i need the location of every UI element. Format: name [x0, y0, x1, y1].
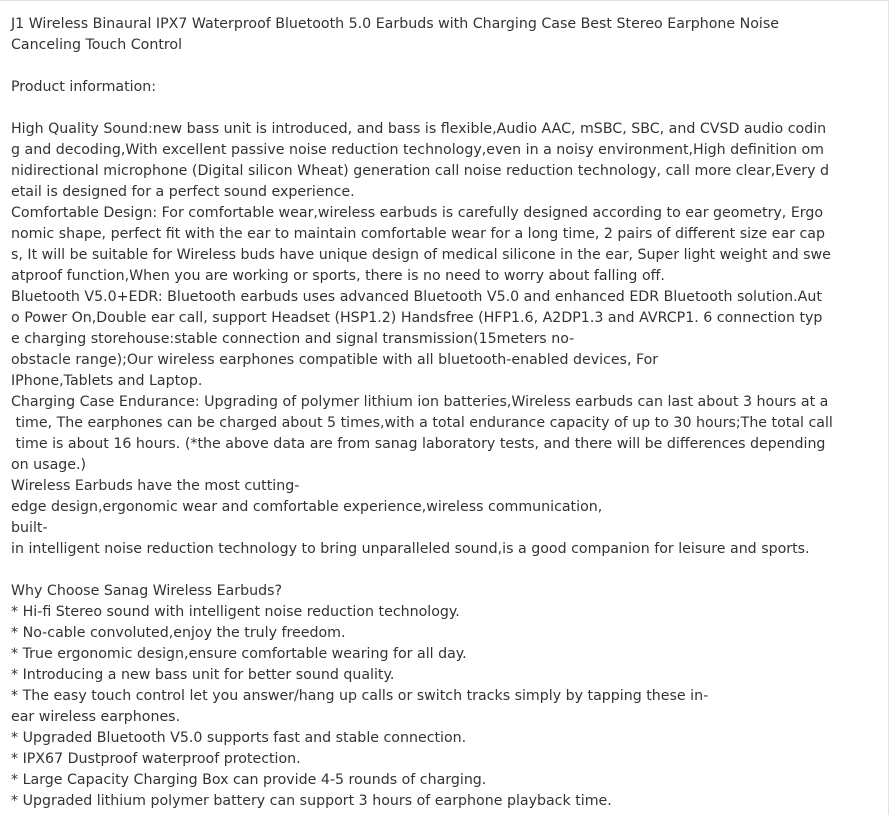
description-line: nomic shape, perfect fit with the ear to maintain comfortable wear for a long time, 2 pairs of different size ear cap — [11, 226, 826, 242]
feature-bullet: * Upgraded Bluetooth V5.0 supports fast and stable connection. — [11, 730, 467, 746]
description-line: etail is designed for a perfect sound experience. — [11, 184, 355, 200]
description-line: Charging Case Endurance: Upgrading of polymer lithium ion batteries,Wireless earbuds can last about 3 hours at a — [11, 394, 829, 410]
description-line: e charging storehouse:stable connection and signal transmission(15meters no- — [11, 331, 575, 347]
feature-bullet: * IPX67 Dustproof waterproof protection. — [11, 751, 301, 767]
description-line: Wireless Earbuds have the most cutting- — [11, 478, 300, 494]
description-line: built- — [11, 520, 48, 536]
spacer — [11, 560, 875, 581]
description-line: atproof function,When you are working or sports, there is no need to worry about falling off. — [11, 268, 665, 284]
product-title-line: J1 Wireless Binaural IPX7 Waterproof Bluetooth 5.0 Earbuds with Charging Case Best Stereo Earphone Noise — [11, 16, 779, 32]
description-line: g and decoding,With excellent passive noise reduction technology,even in a noisy environment,High definition om — [11, 142, 824, 158]
description-line: Bluetooth V5.0+EDR: Bluetooth earbuds uses advanced Bluetooth V5.0 and enhanced EDR Bluetooth solution.Aut — [11, 289, 822, 305]
description-line: s, It will be suitable for Wireless buds have unique design of medical silicone in the ear, Super light weight and swe — [11, 247, 831, 263]
description-line: on usage.) — [11, 457, 87, 473]
description-line: edge design,ergonomic wear and comfortable experience,wireless communication, — [11, 499, 603, 515]
spacer — [11, 56, 875, 77]
feature-bullet: * True ergonomic design,ensure comfortable wearing for all day. — [11, 646, 467, 662]
description-line: nidirectional microphone (Digital silicon Wheat) generation call noise reduction technology, call more clear,Every d — [11, 163, 830, 179]
description-line: IPhone,Tablets and Laptop. — [11, 373, 203, 389]
description-line: obstacle range);Our wireless earphones compatible with all bluetooth-enabled devices, For — [11, 352, 659, 368]
feature-bullet: * Hi-fi Stereo sound with intelligent noise reduction technology. — [11, 604, 460, 620]
feature-bullet: * The easy touch control let you answer/hang up calls or switch tracks simply by tapping these in- — [11, 688, 709, 704]
product-title-line: Canceling Touch Control — [11, 37, 183, 53]
feature-bullet: * Large Capacity Charging Box can provide 4-5 rounds of charging. — [11, 772, 487, 788]
product-description — [11, 14, 875, 812]
feature-bullet: * Introducing a new bass unit for better sound quality. — [11, 667, 395, 683]
feature-bullet: * No-cable convoluted,enjoy the truly freedom. — [11, 625, 346, 641]
description-line: o Power On,Double ear call, support Headset (HSP1.2) Handsfree (HFP1.6, A2DP1.3 and AVRCP1. 6 connection typ — [11, 310, 823, 326]
feature-bullet: * Upgraded lithium polymer battery can support 3 hours of earphone playback time. — [11, 793, 612, 809]
product-info-heading: Product information: — [11, 79, 157, 95]
feature-bullet: ear wireless earphones. — [11, 709, 181, 725]
description-line: in intelligent noise reduction technology to bring unparalleled sound,is a good companion for leisure and sports. — [11, 541, 810, 557]
why-choose-heading: Why Choose Sanag Wireless Earbuds? — [11, 583, 283, 599]
description-line: High Quality Sound:new bass unit is introduced, and bass is flexible,Audio AAC, mSBC, SBC, and CVSD audio codin — [11, 121, 827, 137]
description-line: Comfortable Design: For comfortable wear,wireless earbuds is carefully designed according to ear geometry, Ergo — [11, 205, 824, 221]
description-line: time, The earphones can be charged about 5 times,with a total endurance capacity of up to 30 hours;The total call — [11, 415, 833, 431]
description-line: time is about 16 hours. (*the above data are from sanag laboratory tests, and there will be differences depending — [11, 436, 826, 452]
spacer — [11, 98, 875, 119]
